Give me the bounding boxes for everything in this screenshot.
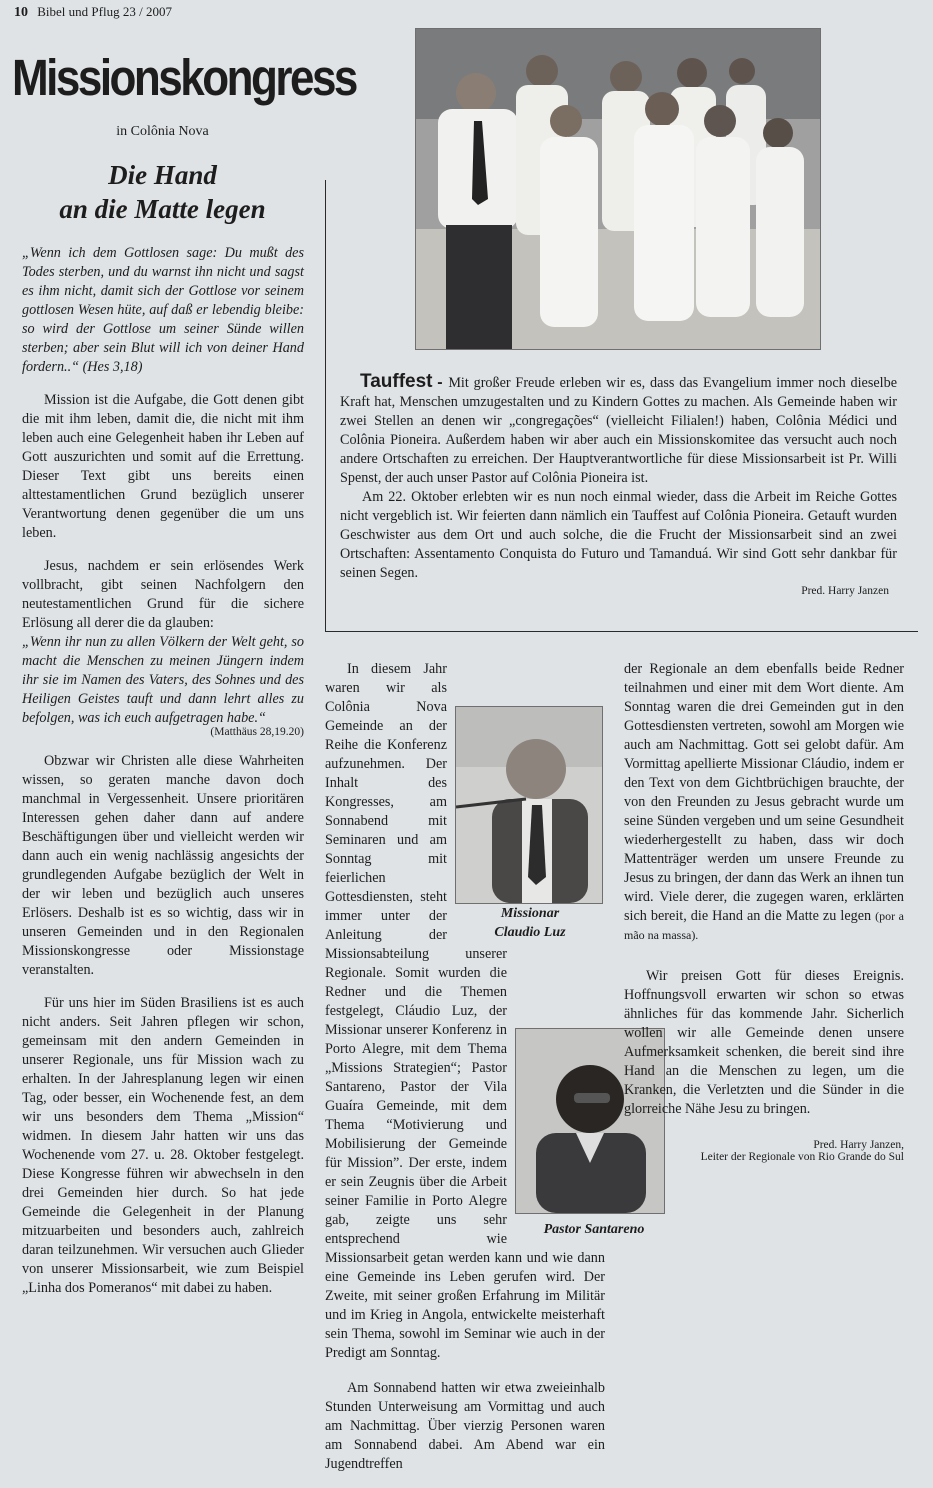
right-paragraph-1-portuguese: (por a mão na massa).	[624, 909, 904, 942]
tauffest-title: Tauffest	[360, 371, 433, 392]
headline-line-1: Die Hand	[108, 160, 217, 190]
publication-info: Bibel und Pflug 23 / 2007	[37, 4, 172, 19]
tauffest-paragraph-1: Tauffest - Mit großer Freude erleben wir es, dass das Evangelium immer noch dieselbe Kraft hat, Menschen umzugestalten und zu Kindern Gottes zu machen. Als Gemeinde haben wir zwei Stellen an denen wir „congregações“ (vielleicht Filialen!) haben, Colônia Médici und Colônia Pioneira. Außerdem haben wir aber auch ein Missionskomitee das versucht auch noch andere Ortschaften zu erreichen. Der Hauptverantwortliche für diese Missionsarbeit ist Pr. Willi Spenst, der auch unser Pastor auf Colônia Pioneira ist.	[340, 371, 897, 486]
middle-paragraph-1: In diesem Jahr waren wir als Colônia Nova Gemeinde an der Reihe die Konferenz aufzunehmen. Der Inhalt des Kongresses, am Sonnabend mit Seminaren und am Sonntag mit feierlichen Gottesdiensten, steht immer unter der Anleitung der Missionsabteilung unserer Regionale. Somit wurden die Redner und die Themen festgelegt, Cláudio Luz, der Missionar unserer Konferenz in Porto Alegre, mit dem Thema „Missions Strategien“; Pastor Santareno, Pastor der Vila Guaíra Gemeinde, mit dem Thema “Motivierung und Mobilisierung der Gemeinde für Mission”. Der erste, indem er sein Zeugnis über die Arbeit seiner Familie in Porto Alegre gab, zeigte uns sehr entsprechend wie Missionsarbeit getan werden kann und wie dann eine Gemeinde ins Leben gerufen wird. Der Zweite, mit seiner großen Erfahrung im Militär und im Krieg in Angola, entwickelte meisterhaft sein Thema, sowohl im Seminar wie auch in der Predigt am Sonntag.	[325, 661, 605, 1361]
group-photo-illustration	[416, 29, 820, 349]
matthew-reference: (Matthäus 28,19.20)	[210, 726, 304, 738]
right-paragraph-1	[624, 660, 904, 945]
right-signature-line-1: Pred. Harry Janzen,	[813, 1139, 904, 1151]
tauffest-signature: Pred. Harry Janzen	[801, 585, 889, 597]
matthew-quote: „Wenn ihr nun zu allen Völkern der Welt geht, so macht die Menschen zu meinen Jüngern indem ihr sie im Namen des Vaters, des Sohnes und des Heiligen Geistes tauft und dann lehrt alles zu befolgen, was ich euch aufgetragen habe.“	[22, 634, 304, 726]
pastor-caption: Pastor Santareno	[543, 1222, 645, 1237]
tauffest-paragraph-2: Am 22. Oktober erlebten wir es nun noch einmal wieder, dass die Arbeit im Reiche Gottes nicht vergeblich ist. Wir feierten dann nämlich ein Tauffest auf Colônia Pioneira. Getauft wurden Geschwister aus dem Ort und auch solche, die die Frucht der Missionsarbeit sind an zwei Ortschaften: Assentamento Conquista do Futuro und Tamanduá. Wir sind Gott sehr dankbar für seinen Segen.	[340, 489, 897, 581]
left-paragraph-2-text: Jesus, nachdem er sein erlösendes Werk vollbracht, gibt seinen Nachfolgern den neutestamentlichen Grund für die sichere Erlösung all derer die da glauben:	[22, 558, 304, 631]
headline-line-2: an die Matte legen	[59, 194, 266, 224]
headline	[0, 158, 325, 226]
missionar-caption-line-2: Claudio Luz	[494, 925, 566, 940]
article-title: Missionskongress	[12, 50, 356, 107]
right-signature	[624, 1139, 904, 1163]
left-column	[22, 244, 304, 1312]
middle-column	[325, 660, 645, 1488]
right-column	[624, 660, 904, 1163]
missionar-caption-line-1: Missionar	[500, 906, 560, 921]
tauffest-paragraph-1-text: Mit großer Freude erleben wir es, dass das Evangelium immer noch dieselbe Kraft hat, Menschen umzugestalten und zu Kindern Gottes zu machen. Als Gemeinde haben wir zwei Stellen an denen wir „congregações“ (vielleicht Filialen!) haben, Colônia Médici und Colônia Pioneira. Außerdem haben wir aber auch ein Missionskomitee das versucht auch noch andere Ortschaften zu erreichen. Der Hauptverantwortliche für diese Missionsarbeit ist Pr. Willi Spenst, der auch unser Pastor auf Colônia Pioneira ist.	[340, 375, 897, 486]
column-divider-vertical	[325, 180, 326, 632]
left-paragraph-3: Obzwar wir Christen alle diese Wahrheiten wissen, so geraten manche davon doch manchmal in Vergessenheit. Unsere prioritären Interessen gehen daher dann auf andere Beschäftigungen über und vielleicht werden wir dann auch ein wenig nachlässig angesichts der grundlegenden Aufgabe bezüglich der Welt in der wir leben und bezüglich auch unseres Erlösers. Deshalb ist es so wichtig, dass wir in unseren Gemeinden und in den Regionalen Missionskongresse oder Missionstage veranstalten.	[22, 753, 304, 978]
left-paragraph-1: Mission ist die Aufgabe, die Gott denen gibt die mit ihm leben, damit die, die nicht mit ihm leben auch eine Gelegenheit haben ihr Leben auf Gott auszurichten und somit auf die Errettung. Dieser Text gibt uns bereits einen alttestamentlichen Grund bezüglich unserer Verantwortung denen gegenüber die um uns leben.	[22, 392, 304, 541]
left-paragraph-4: Für uns hier im Süden Brasiliens ist es auch nicht anders. Seit Jahren pflegen wir schon, gemeinsam mit den andern Gemeinden in unserer Regionale, uns für Mission wach zu erhalten. In der Jahresplanung legen wir einen Tag, oder besser, ein Wochenende fest, an dem wir uns besonders dem Thema „Mission“ widmen. In diesem Jahr hatten wir uns das Wochenende vom 27. u. 28. Oktober festgelegt. Diese Kongresse führen wir abwechseln in den drei Gemeinden hier durch. So hat jede Gemeinde die Gelegenheit in der Planung mitzuarbeiten und besonders auch, zahlreich daran teilzunehmen. Wir versuchen auch Glieder von unserer Missionsarbeit, wie zum Beispiel „Linha dos Pomeranos“ mit dabei zu haben.	[22, 995, 304, 1296]
scripture-quote: „Wenn ich dem Gottlosen sage: Du mußt des Todes sterben, und du warnst ihn nicht und sagst es ihm nicht, damit sich der Gottlose vor seinem gottlosen Wesen hüte, auf daß er lebendig bleibe: so wird der Gottlose um seiner Sünde willen sterben; aber sein Blut will ich von deiner Hand fordern..“ (Hes 3,18)	[22, 245, 304, 375]
middle-paragraph-2: Am Sonnabend hatten wir etwa zweieinhalb Stunden Unterweisung am Vormittag und auch am Nachmittag. Über vierzig Personen waren am Sonnabend dabei. Am Abend war ein Jugendtreffen	[325, 1380, 605, 1472]
right-signature-line-2: Leiter der Regionale von Rio Grande do Sul	[700, 1151, 904, 1163]
left-paragraph-2	[22, 557, 304, 738]
page-header	[14, 4, 172, 21]
missionar-photo-area	[455, 706, 605, 940]
column-divider-horizontal	[325, 631, 918, 632]
missionar-photo	[455, 706, 603, 904]
missionar-caption	[455, 904, 605, 942]
tauffest-box	[340, 372, 897, 597]
article-subtitle: in Colônia Nova	[116, 124, 209, 139]
right-paragraph-2: Wir preisen Gott für dieses Ereignis. Hoffnungsvoll erwarten wir schon so etwas ähnliches für das kommende Jahr. Sicherlich wollen wir alle Gemeinde denen unsere Aufmerksamkeit schenken, die bereit sind ihre Hand an die Menschen zu legen, um die Kranken, die Verletzten und die Sünder in die glorreiche Nähe Jesu zu bringen.	[624, 968, 904, 1117]
missionar-illustration	[456, 707, 602, 903]
right-paragraph-1-text: der Regionale an dem ebenfalls beide Redner teilnahmen und einer mit dem Wort diente. Am Sonntag waren die drei Gemeinden gut in den Gottesdiensten vertreten, sowohl am Morgen wie auch am Nachmittag. Gott sei gelobt dafür. Am Vormittag apellierte Missionar Cláudio, indem er den Text von dem Gichtbrüchigen brauchte, der von den Freunden zu Jesus gebracht wurde um seine Sünden vergeben und um seine Gesundheit wiederhergestellt zu haben, dass wir doch Mattenträger werden um unsere Freunde zu Jesus zu bringen, der dann das Werk an ihnen tun wird. Viele derer, die zugegen waren, erklärten sich bereit, die Hand an die Matte zu legen	[624, 661, 904, 924]
baptism-group-photo	[415, 28, 821, 350]
page-number: 10	[14, 5, 28, 20]
